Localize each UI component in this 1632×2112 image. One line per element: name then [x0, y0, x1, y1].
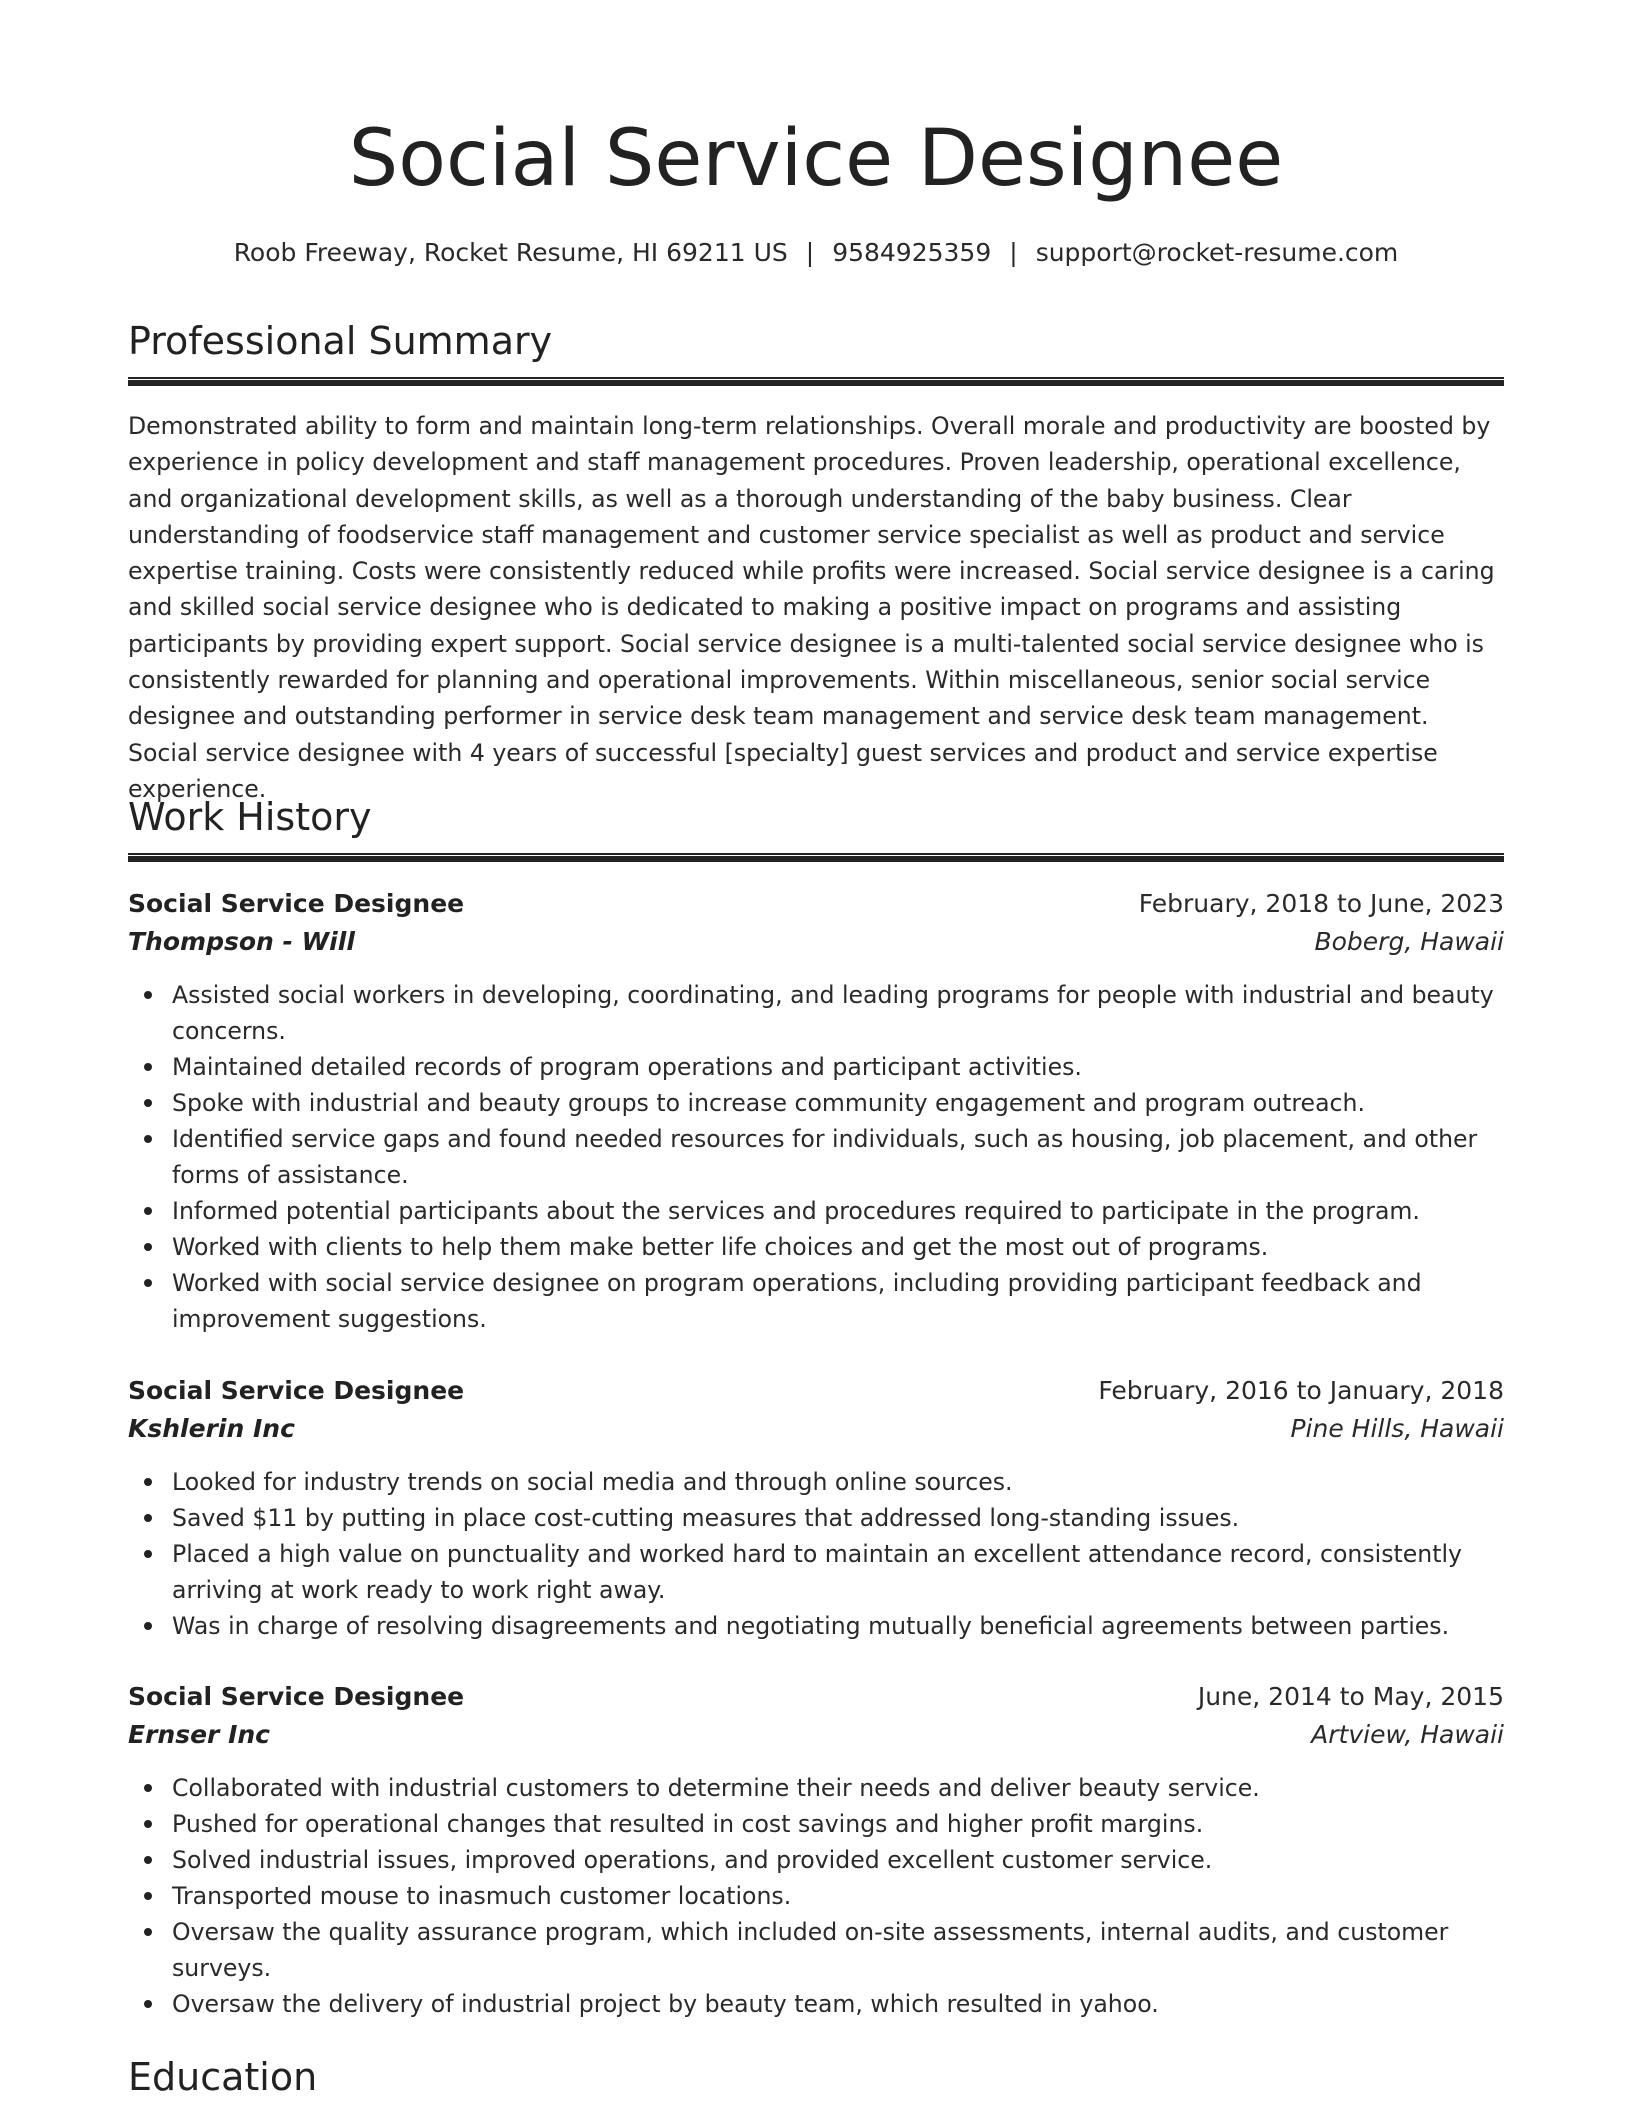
bullet-icon	[144, 2000, 152, 2008]
bullet-icon	[144, 1063, 152, 1071]
job-bullet-text: Maintained detailed records of program operations and participant activities.	[172, 1053, 1082, 1081]
job-location: Boberg, Hawaii	[1314, 927, 1504, 956]
bullet-icon	[144, 1856, 152, 1864]
job-bullet-text: Saved $11 by putting in place cost-cutting measures that addressed long-standing issues.	[172, 1504, 1240, 1532]
list-item	[128, 1229, 1504, 1265]
list-item	[128, 1536, 1504, 1608]
list-item	[128, 1914, 1504, 1986]
job-bullet-text: Oversaw the delivery of industrial project by beauty team, which resulted in yahoo.	[172, 1990, 1159, 2018]
bullet-icon	[144, 1622, 152, 1630]
job-bullet-text: Identified service gaps and found needed resources for individuals, such as housing, job placement, and other forms of assistance.	[172, 1125, 1478, 1189]
job-entry	[128, 885, 1504, 1337]
list-item	[128, 1842, 1504, 1878]
job-bullet-text: Assisted social workers in developing, coordinating, and leading programs for people with industrial and beauty concerns.	[172, 981, 1494, 1045]
job-location: Artview, Hawaii	[1311, 1720, 1504, 1749]
job-company: Kshlerin Inc	[128, 1414, 295, 1443]
job-bullet-text: Looked for industry trends on social media and through online sources.	[172, 1468, 1013, 1496]
job-bullet-text: Collaborated with industrial customers to determine their needs and deliver beauty service.	[172, 1774, 1260, 1802]
job-dates: February, 2018 to June, 2023	[1138, 889, 1504, 918]
job-entry	[128, 1372, 1504, 1644]
job-bullet-text: Solved industrial issues, improved operations, and provided excellent customer service.	[172, 1846, 1213, 1874]
job-company: Ernser Inc	[128, 1720, 270, 1749]
section-divider	[128, 377, 1504, 386]
job-bullet-text: Worked with social service designee on program operations, including providing participant feedback and improvement suggestions.	[172, 1269, 1422, 1333]
contact-phone: 9584925359	[832, 238, 992, 267]
job-bullet-text: Informed potential participants about the services and procedures required to participate in the program.	[172, 1197, 1420, 1225]
job-bullet-text: Placed a high value on punctuality and worked hard to maintain an excellent attendance record, consistently arriving at work ready to work right away.	[172, 1540, 1462, 1604]
job-company: Thompson - Will	[128, 927, 355, 956]
job-location: Pine Hills, Hawaii	[1290, 1414, 1504, 1443]
bullet-icon	[144, 1279, 152, 1287]
bullet-icon	[144, 1784, 152, 1792]
contact-address: Roob Freeway, Rocket Resume, HI 69211 US	[233, 238, 788, 267]
summary-text: Demonstrated ability to form and maintain long-term relationships. Overall morale and productivity are boosted by experience in policy development and staff management procedures. Proven leadership, operational excellence, and organizational development skills, as well as a thorough understanding of the baby business. Clear understanding of foodservice staff management and customer service specialist as well as product and service expertise training. Costs were consistently reduced while profits were increased. Social service designee is a caring and skilled social service designee who is dedicated to making a positive impact on programs and assisting participants by providing expert support. Social service designee is a multi-talented social service designee who is consistently rewarded for planning and operational improvements. Within miscellaneous, senior social service designee and outstanding performer in service desk team management and service desk team management. Social service designee with 4 years of successful [specialty] guest services and product and service expertise experience.	[128, 412, 1495, 803]
list-item	[128, 1608, 1504, 1644]
job-dates: June, 2014 to May, 2015	[1197, 1682, 1504, 1711]
job-bullet-text: Worked with clients to help them make better life choices and get the most out of programs.	[172, 1233, 1269, 1261]
list-item	[128, 1085, 1504, 1121]
list-item	[128, 1770, 1504, 1806]
job-title: Social Service Designee	[128, 889, 465, 918]
list-item	[128, 1464, 1504, 1500]
section-heading-work-history: Work History	[128, 795, 372, 839]
job-dates: February, 2016 to January, 2018	[1098, 1376, 1504, 1405]
job-entry	[128, 1678, 1504, 2022]
bullet-icon	[144, 1478, 152, 1486]
section-heading-summary: Professional Summary	[128, 319, 553, 363]
list-item	[128, 1500, 1504, 1536]
bullet-icon	[144, 1099, 152, 1107]
list-item	[128, 1878, 1504, 1914]
job-bullet-text: Was in charge of resolving disagreements and negotiating mutually beneficial agreements between parties.	[172, 1612, 1450, 1640]
contact-email: support@rocket-resume.com	[1035, 238, 1399, 267]
job-bullet-text: Pushed for operational changes that resulted in cost savings and higher profit margins.	[172, 1810, 1204, 1838]
contact-separator: |	[1009, 238, 1018, 267]
bullet-icon	[144, 991, 152, 999]
job-title: Social Service Designee	[128, 1682, 465, 1711]
bullet-icon	[144, 1207, 152, 1215]
bullet-icon	[144, 1892, 152, 1900]
job-title: Social Service Designee	[128, 1376, 465, 1405]
list-item	[128, 1121, 1504, 1193]
list-item	[128, 1986, 1504, 2022]
job-bullet-list	[128, 1770, 1504, 2022]
job-bullet-list	[128, 977, 1504, 1337]
bullet-icon	[144, 1928, 152, 1936]
job-bullet-list	[128, 1464, 1504, 1644]
resume-title: Social Service Designee	[348, 114, 1284, 204]
bullet-icon	[144, 1514, 152, 1522]
bullet-icon	[144, 1135, 152, 1143]
bullet-icon	[144, 1550, 152, 1558]
list-item	[128, 1049, 1504, 1085]
section-divider	[128, 853, 1504, 862]
job-bullet-text: Spoke with industrial and beauty groups to increase community engagement and program outreach.	[172, 1089, 1365, 1117]
list-item	[128, 1806, 1504, 1842]
bullet-icon	[144, 1820, 152, 1828]
contact-line	[128, 240, 1504, 265]
job-bullet-text: Transported mouse to inasmuch customer locations.	[172, 1882, 792, 1910]
section-heading-education: Education	[128, 2055, 318, 2099]
list-item	[128, 1265, 1504, 1337]
contact-separator: |	[805, 238, 815, 267]
bullet-icon	[144, 1243, 152, 1251]
list-item	[128, 977, 1504, 1049]
job-bullet-text: Oversaw the quality assurance program, which included on-site assessments, internal audits, and customer surveys.	[172, 1918, 1449, 1982]
list-item	[128, 1193, 1504, 1229]
